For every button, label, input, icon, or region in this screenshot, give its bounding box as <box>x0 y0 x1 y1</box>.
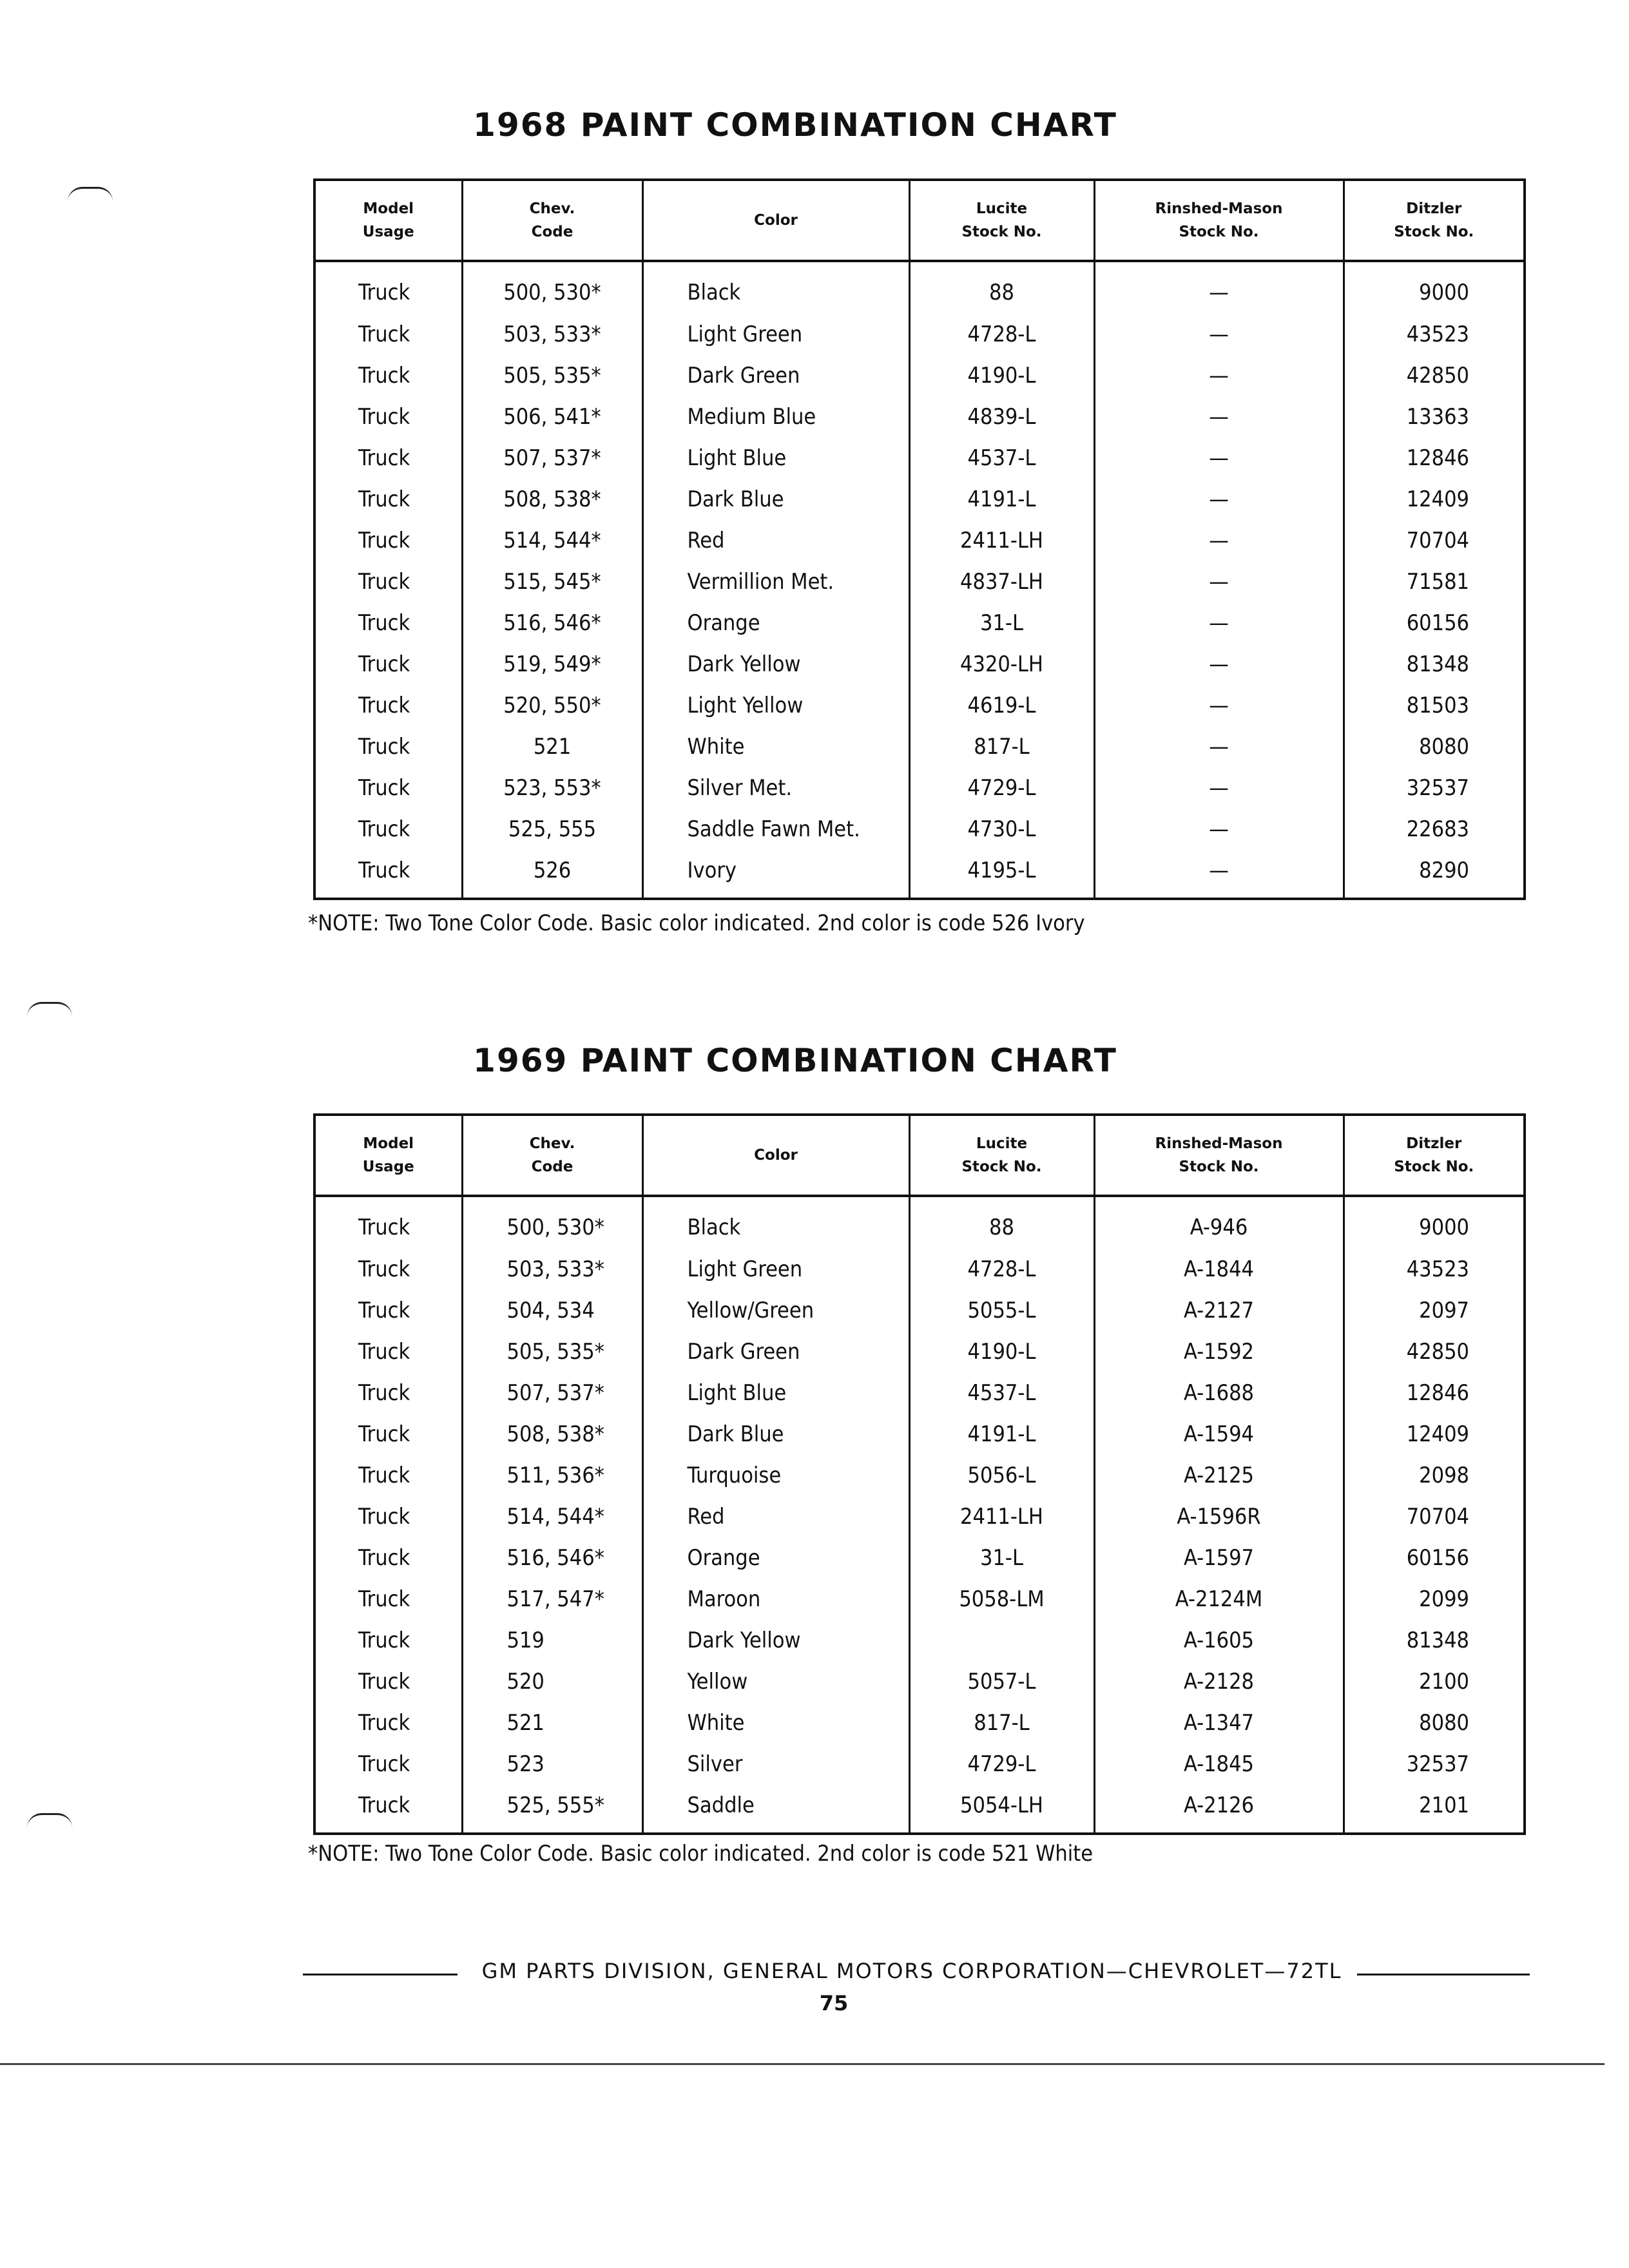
cell-color: Silver Met. <box>642 767 909 809</box>
margin-mark <box>68 187 113 202</box>
cell-color: Yellow <box>642 1661 909 1702</box>
cell-ditzler-stock: 12846 <box>1344 437 1525 479</box>
cell-chev-code: 519, 549* <box>462 644 642 685</box>
header-color: Color <box>642 1115 909 1196</box>
cell-color: Light Green <box>642 1249 909 1290</box>
cell-color: White <box>642 1702 909 1744</box>
cell-model-usage: Truck <box>314 726 462 767</box>
header-ditzler-stock: Ditzler Stock No. <box>1344 1115 1525 1196</box>
cell-lucite-stock: 4195-L <box>909 850 1094 899</box>
table-row <box>314 1744 1525 1785</box>
cell-color: Light Blue <box>642 437 909 479</box>
cell-ditzler-stock: 43523 <box>1344 1249 1525 1290</box>
cell-chev-code: 526 <box>462 850 642 899</box>
cell-ditzler-stock: 2101 <box>1344 1785 1525 1834</box>
cell-ditzler-stock: 42850 <box>1344 355 1525 396</box>
cell-chev-code: 500, 530* <box>462 1196 642 1249</box>
cell-lucite-stock: 31-L <box>909 1537 1094 1579</box>
header-chev-code: Chev. Code <box>462 1115 642 1196</box>
cell-color: Light Yellow <box>642 685 909 726</box>
cell-chev-code: 523 <box>462 1744 642 1785</box>
cell-rinshed-mason-stock: — <box>1094 437 1344 479</box>
cell-ditzler-stock: 70704 <box>1344 520 1525 561</box>
cell-chev-code: 504, 534 <box>462 1290 642 1331</box>
cell-rinshed-mason-stock: A-1597 <box>1094 1537 1344 1579</box>
cell-rinshed-mason-stock: — <box>1094 561 1344 602</box>
cell-rinshed-mason-stock: — <box>1094 602 1344 644</box>
chart-1969-note: *NOTE: Two Tone Color Code. Basic color indicated. 2nd color is code 521 White <box>308 1841 1094 1867</box>
table-row <box>314 809 1525 850</box>
cell-chev-code: 503, 533* <box>462 314 642 355</box>
cell-chev-code: 520, 550* <box>462 685 642 726</box>
cell-color: Dark Blue <box>642 479 909 520</box>
cell-model-usage: Truck <box>314 1702 462 1744</box>
cell-lucite-stock: 5057-L <box>909 1661 1094 1702</box>
cell-rinshed-mason-stock: — <box>1094 314 1344 355</box>
cell-color: Red <box>642 520 909 561</box>
cell-chev-code: 523, 553* <box>462 767 642 809</box>
cell-ditzler-stock: 2100 <box>1344 1661 1525 1702</box>
cell-lucite-stock: 4729-L <box>909 1744 1094 1785</box>
cell-lucite-stock: 4191-L <box>909 479 1094 520</box>
cell-rinshed-mason-stock: — <box>1094 809 1344 850</box>
table-header-row <box>314 180 1525 261</box>
cell-chev-code: 520 <box>462 1661 642 1702</box>
cell-rinshed-mason-stock: A-1845 <box>1094 1744 1344 1785</box>
cell-rinshed-mason-stock: — <box>1094 479 1344 520</box>
cell-model-usage: Truck <box>314 809 462 850</box>
cell-ditzler-stock: 12409 <box>1344 1414 1525 1455</box>
cell-model-usage: Truck <box>314 602 462 644</box>
cell-rinshed-mason-stock: A-1688 <box>1094 1372 1344 1414</box>
cell-rinshed-mason-stock: — <box>1094 685 1344 726</box>
cell-lucite-stock: 4190-L <box>909 1331 1094 1372</box>
cell-color: Orange <box>642 602 909 644</box>
cell-lucite-stock: 5058-LM <box>909 1579 1094 1620</box>
cell-model-usage: Truck <box>314 1249 462 1290</box>
cell-ditzler-stock: 42850 <box>1344 1331 1525 1372</box>
cell-ditzler-stock: 81348 <box>1344 644 1525 685</box>
paint-chart-1968 <box>313 178 1526 900</box>
table-body <box>314 261 1525 899</box>
cell-rinshed-mason-stock: A-2127 <box>1094 1290 1344 1331</box>
cell-model-usage: Truck <box>314 1196 462 1249</box>
footer-rule-right <box>1357 1974 1530 1975</box>
cell-chev-code: 507, 537* <box>462 1372 642 1414</box>
cell-ditzler-stock: 81348 <box>1344 1620 1525 1661</box>
cell-chev-code: 521 <box>462 726 642 767</box>
cell-rinshed-mason-stock: — <box>1094 726 1344 767</box>
cell-rinshed-mason-stock: A-1347 <box>1094 1702 1344 1744</box>
cell-model-usage: Truck <box>314 1455 462 1496</box>
cell-rinshed-mason-stock: — <box>1094 767 1344 809</box>
cell-chev-code: 525, 555* <box>462 1785 642 1834</box>
cell-rinshed-mason-stock: A-2126 <box>1094 1785 1344 1834</box>
cell-rinshed-mason-stock: A-2125 <box>1094 1455 1344 1496</box>
table-row <box>314 561 1525 602</box>
cell-color: Red <box>642 1496 909 1537</box>
cell-chev-code: 508, 538* <box>462 479 642 520</box>
cell-ditzler-stock: 8080 <box>1344 726 1525 767</box>
cell-model-usage: Truck <box>314 1744 462 1785</box>
table-row <box>314 355 1525 396</box>
cell-color: Maroon <box>642 1579 909 1620</box>
table-row <box>314 1331 1525 1372</box>
cell-model-usage: Truck <box>314 437 462 479</box>
cell-lucite-stock <box>909 1620 1094 1661</box>
cell-lucite-stock: 4728-L <box>909 1249 1094 1290</box>
chart-1968-note: *NOTE: Two Tone Color Code. Basic color indicated. 2nd color is code 526 Ivory <box>308 910 1085 936</box>
table-row <box>314 1196 1525 1249</box>
header-lucite-stock: Lucite Stock No. <box>909 1115 1094 1196</box>
cell-rinshed-mason-stock: A-1844 <box>1094 1249 1344 1290</box>
cell-model-usage: Truck <box>314 767 462 809</box>
cell-chev-code: 505, 535* <box>462 355 642 396</box>
cell-ditzler-stock: 8290 <box>1344 850 1525 899</box>
cell-chev-code: 515, 545* <box>462 561 642 602</box>
table-row <box>314 1372 1525 1414</box>
cell-model-usage: Truck <box>314 561 462 602</box>
cell-rinshed-mason-stock: A-2128 <box>1094 1661 1344 1702</box>
cell-ditzler-stock: 43523 <box>1344 314 1525 355</box>
cell-model-usage: Truck <box>314 1372 462 1414</box>
cell-model-usage: Truck <box>314 1579 462 1620</box>
cell-ditzler-stock: 8080 <box>1344 1702 1525 1744</box>
cell-ditzler-stock: 2097 <box>1344 1290 1525 1331</box>
cell-model-usage: Truck <box>314 396 462 437</box>
bottom-rule <box>0 2063 1605 2065</box>
cell-color: Silver <box>642 1744 909 1785</box>
cell-chev-code: 500, 530* <box>462 261 642 314</box>
cell-rinshed-mason-stock: — <box>1094 396 1344 437</box>
paint-chart-1969 <box>313 1113 1526 1835</box>
cell-chev-code: 517, 547* <box>462 1579 642 1620</box>
cell-color: Dark Green <box>642 1331 909 1372</box>
cell-rinshed-mason-stock: A-1605 <box>1094 1620 1344 1661</box>
header-lucite-stock: Lucite Stock No. <box>909 180 1094 261</box>
cell-color: Yellow/Green <box>642 1290 909 1331</box>
cell-lucite-stock: 2411-LH <box>909 520 1094 561</box>
cell-model-usage: Truck <box>314 1414 462 1455</box>
cell-chev-code: 516, 546* <box>462 602 642 644</box>
cell-color: Light Blue <box>642 1372 909 1414</box>
cell-color: Dark Yellow <box>642 644 909 685</box>
chart-1969-title: 1969 PAINT COMBINATION CHART <box>473 1042 1117 1079</box>
table-row <box>314 644 1525 685</box>
cell-ditzler-stock: 60156 <box>1344 1537 1525 1579</box>
table-row <box>314 850 1525 899</box>
cell-ditzler-stock: 12846 <box>1344 1372 1525 1414</box>
cell-ditzler-stock: 32537 <box>1344 1744 1525 1785</box>
cell-model-usage: Truck <box>314 685 462 726</box>
margin-mark <box>27 1813 72 1828</box>
header-chev-code: Chev. Code <box>462 180 642 261</box>
cell-chev-code: 525, 555 <box>462 809 642 850</box>
cell-model-usage: Truck <box>314 850 462 899</box>
cell-lucite-stock: 31-L <box>909 602 1094 644</box>
cell-lucite-stock: 4537-L <box>909 1372 1094 1414</box>
table-row <box>314 602 1525 644</box>
table-row <box>314 1496 1525 1537</box>
cell-model-usage: Truck <box>314 1661 462 1702</box>
cell-lucite-stock: 4537-L <box>909 437 1094 479</box>
table-row <box>314 1579 1525 1620</box>
cell-model-usage: Truck <box>314 355 462 396</box>
table-row <box>314 767 1525 809</box>
cell-chev-code: 505, 535* <box>462 1331 642 1372</box>
table-row <box>314 1661 1525 1702</box>
cell-rinshed-mason-stock: A-1592 <box>1094 1331 1344 1372</box>
cell-ditzler-stock: 22683 <box>1344 809 1525 850</box>
table-row <box>314 520 1525 561</box>
table-row <box>314 685 1525 726</box>
margin-mark <box>27 1002 72 1017</box>
chart-1968-title: 1968 PAINT COMBINATION CHART <box>473 106 1117 144</box>
cell-color: Dark Yellow <box>642 1620 909 1661</box>
cell-lucite-stock: 88 <box>909 261 1094 314</box>
cell-lucite-stock: 4728-L <box>909 314 1094 355</box>
cell-rinshed-mason-stock: A-1596R <box>1094 1496 1344 1537</box>
cell-rinshed-mason-stock: — <box>1094 520 1344 561</box>
cell-lucite-stock: 5054-LH <box>909 1785 1094 1834</box>
cell-color: Saddle Fawn Met. <box>642 809 909 850</box>
table-body <box>314 1196 1525 1834</box>
table-row <box>314 1620 1525 1661</box>
header-model-usage: Model Usage <box>314 180 462 261</box>
table-row <box>314 314 1525 355</box>
cell-lucite-stock: 4837-LH <box>909 561 1094 602</box>
cell-ditzler-stock: 81503 <box>1344 685 1525 726</box>
cell-chev-code: 516, 546* <box>462 1537 642 1579</box>
table-row <box>314 479 1525 520</box>
cell-lucite-stock: 2411-LH <box>909 1496 1094 1537</box>
cell-model-usage: Truck <box>314 1496 462 1537</box>
cell-color: Medium Blue <box>642 396 909 437</box>
table-row <box>314 726 1525 767</box>
cell-ditzler-stock: 9000 <box>1344 261 1525 314</box>
cell-rinshed-mason-stock: A-1594 <box>1094 1414 1344 1455</box>
table-row <box>314 1537 1525 1579</box>
table-row <box>314 1414 1525 1455</box>
cell-model-usage: Truck <box>314 644 462 685</box>
cell-ditzler-stock: 32537 <box>1344 767 1525 809</box>
cell-lucite-stock: 4619-L <box>909 685 1094 726</box>
cell-color: Turquoise <box>642 1455 909 1496</box>
cell-rinshed-mason-stock: — <box>1094 850 1344 899</box>
cell-model-usage: Truck <box>314 314 462 355</box>
cell-color: Dark Blue <box>642 1414 909 1455</box>
cell-chev-code: 519 <box>462 1620 642 1661</box>
cell-chev-code: 511, 536* <box>462 1455 642 1496</box>
cell-lucite-stock: 4839-L <box>909 396 1094 437</box>
cell-color: Vermillion Met. <box>642 561 909 602</box>
cell-lucite-stock: 817-L <box>909 726 1094 767</box>
cell-model-usage: Truck <box>314 1290 462 1331</box>
cell-ditzler-stock: 71581 <box>1344 561 1525 602</box>
cell-ditzler-stock: 2099 <box>1344 1579 1525 1620</box>
cell-lucite-stock: 4729-L <box>909 767 1094 809</box>
table-row <box>314 261 1525 314</box>
cell-lucite-stock: 4320-LH <box>909 644 1094 685</box>
cell-model-usage: Truck <box>314 520 462 561</box>
page-number: 75 <box>819 1991 849 2015</box>
cell-model-usage: Truck <box>314 1620 462 1661</box>
cell-chev-code: 506, 541* <box>462 396 642 437</box>
cell-rinshed-mason-stock: A-2124M <box>1094 1579 1344 1620</box>
table-header-row <box>314 1115 1525 1196</box>
cell-color: Light Green <box>642 314 909 355</box>
cell-model-usage: Truck <box>314 479 462 520</box>
cell-chev-code: 514, 544* <box>462 1496 642 1537</box>
cell-lucite-stock: 88 <box>909 1196 1094 1249</box>
cell-chev-code: 521 <box>462 1702 642 1744</box>
header-ditzler-stock: Ditzler Stock No. <box>1344 180 1525 261</box>
cell-color: Ivory <box>642 850 909 899</box>
table-row <box>314 1455 1525 1496</box>
footer-rule-left <box>303 1974 458 1975</box>
table-row <box>314 1785 1525 1834</box>
cell-ditzler-stock: 70704 <box>1344 1496 1525 1537</box>
cell-lucite-stock: 4730-L <box>909 809 1094 850</box>
cell-lucite-stock: 817-L <box>909 1702 1094 1744</box>
header-rinshed-mason-stock: Rinshed-Mason Stock No. <box>1094 1115 1344 1196</box>
cell-rinshed-mason-stock: A-946 <box>1094 1196 1344 1249</box>
cell-chev-code: 507, 537* <box>462 437 642 479</box>
cell-color: Black <box>642 1196 909 1249</box>
cell-ditzler-stock: 2098 <box>1344 1455 1525 1496</box>
cell-color: White <box>642 726 909 767</box>
cell-chev-code: 514, 544* <box>462 520 642 561</box>
cell-lucite-stock: 4190-L <box>909 355 1094 396</box>
cell-ditzler-stock: 12409 <box>1344 479 1525 520</box>
cell-color: Saddle <box>642 1785 909 1834</box>
cell-model-usage: Truck <box>314 261 462 314</box>
table-row <box>314 437 1525 479</box>
cell-color: Orange <box>642 1537 909 1579</box>
table-row <box>314 1290 1525 1331</box>
header-model-usage: Model Usage <box>314 1115 462 1196</box>
cell-color: Dark Green <box>642 355 909 396</box>
cell-ditzler-stock: 9000 <box>1344 1196 1525 1249</box>
cell-chev-code: 508, 538* <box>462 1414 642 1455</box>
cell-rinshed-mason-stock: — <box>1094 644 1344 685</box>
cell-lucite-stock: 4191-L <box>909 1414 1094 1455</box>
header-color: Color <box>642 180 909 261</box>
cell-model-usage: Truck <box>314 1331 462 1372</box>
cell-chev-code: 503, 533* <box>462 1249 642 1290</box>
cell-model-usage: Truck <box>314 1537 462 1579</box>
cell-lucite-stock: 5055-L <box>909 1290 1094 1331</box>
cell-ditzler-stock: 60156 <box>1344 602 1525 644</box>
cell-color: Black <box>642 261 909 314</box>
table-row <box>314 1702 1525 1744</box>
footer-text: GM PARTS DIVISION, GENERAL MOTORS CORPORATION—CHEVROLET—72TL <box>481 1959 1342 1983</box>
table-row <box>314 396 1525 437</box>
cell-rinshed-mason-stock: — <box>1094 355 1344 396</box>
cell-rinshed-mason-stock: — <box>1094 261 1344 314</box>
cell-lucite-stock: 5056-L <box>909 1455 1094 1496</box>
cell-model-usage: Truck <box>314 1785 462 1834</box>
cell-ditzler-stock: 13363 <box>1344 396 1525 437</box>
table-row <box>314 1249 1525 1290</box>
header-rinshed-mason-stock: Rinshed-Mason Stock No. <box>1094 180 1344 261</box>
